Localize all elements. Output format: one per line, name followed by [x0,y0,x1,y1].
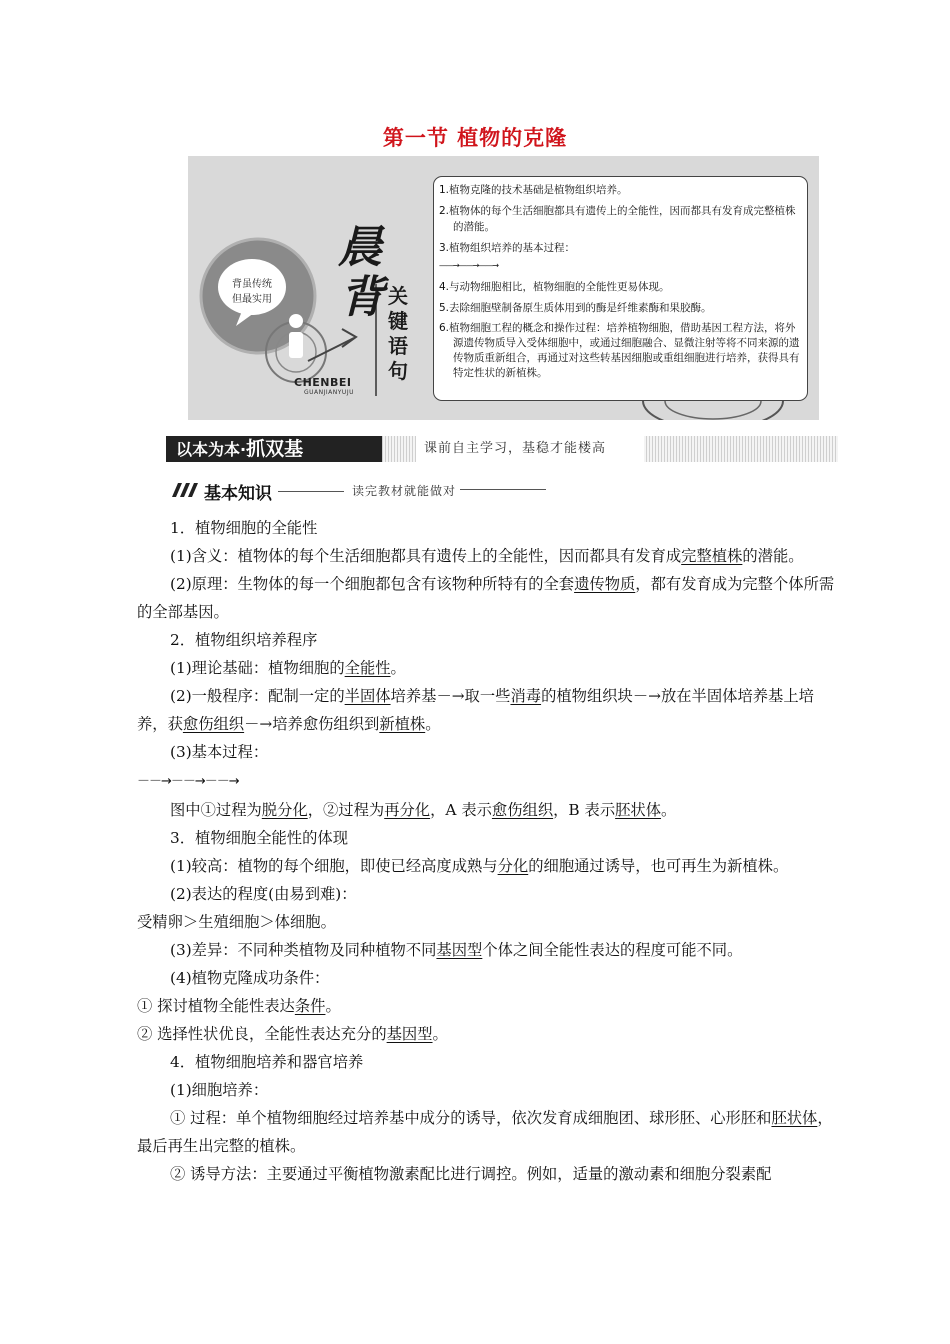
process-arrows: －－→－－→－－→ [137,774,239,789]
main-content [137,514,841,1188]
paragraph: (1)理论基础：植物细胞的全能性。 [170,659,406,677]
key-point-5: 5.去除细胞壁制备原生质体用到的酶是纤维素酶和果胶酶。 [439,302,712,314]
heading-3: 3．植物细胞全能性的体现 [170,829,348,847]
paragraph: 受精卵＞生殖细胞＞体细胞。 [137,913,336,931]
bubble-line-2: 但最实用 [232,294,272,305]
vertical-label: 关键语句 [388,284,408,383]
key-points-box [433,176,808,401]
divider-line [278,491,344,492]
paragraph: (2)一般程序：配制一定的半固体培养基－→取一些消毒的植物组织块－→放在半固体培养基上培养，获愈伤组织－→培养愈伤组织到新植株。 [137,687,814,733]
key-sentences-banner [188,156,819,420]
heading-2: 2．植物组织培养程序 [170,631,318,649]
bar-subtitle: 课前自主学习，基稳才能楼高 [416,436,644,462]
slogan-bubble [222,270,282,325]
key-point-2: 2.植物体的每个生活细胞都具有遗传上的全能性，因而都具有发育成完整植株的潜能。 [439,205,796,233]
paragraph: 图中①过程为脱分化，②过程为再分化，A 表示愈伤组织，B 表示胚状体。 [170,801,677,819]
paragraph: ① 探讨植物全能性表达条件。 [137,997,341,1015]
paragraph: (1)细胞培养： [170,1081,269,1099]
logo-pinyin: GUANJIANYUJU [304,389,354,396]
paragraph: ② 诱导方法：主要通过平衡植物激素配比进行调控。例如，适量的激动素和细胞分裂素配 [170,1165,772,1183]
key-point-3: 3.植物组织培养的基本过程： [439,242,576,254]
paragraph: (1)较高：植物的每个细胞，即使已经高度成熟与分化的细胞通过诱导，也可再生为新植株。 [170,857,789,875]
paragraph: ② 选择性状优良，全能性表达充分的基因型。 [137,1025,448,1043]
bubble-line-1: 背虽传统 [232,279,272,290]
paragraph: (2)表达的程度(由易到难)： [170,885,357,903]
key-point-6: 6.植物细胞工程的概念和操作过程：培养植物细胞，借助基因工程方法，将外源遗传物质导入受体细胞中，或通过细胞融合、显微注射等将不同来源的遗传物质重新组合，再通过对这些转基因细胞或重组细胞进行培养，获得具有特定性状的新植株。 [439,322,800,379]
paragraph: ① 过程：单个植物细胞经过培养基中成分的诱导，依次发育成细胞团、球形胚、心形胚和胚状体，最后再生出完整的植株。 [137,1109,833,1155]
section-bar [166,436,838,462]
key-point-1: 1.植物克隆的技术基础是植物组织培养。 [439,184,628,196]
big-char-bei: 背 [340,272,384,323]
key-point-3-flow: ——→——→——→ [439,261,499,270]
paragraph: (3)基本过程： [170,743,269,761]
paragraph: (2)原理：生物体的每一个细胞都包含有该物种所特有的全套遗传物质，都有发育成为完整个体所需的全部基因。 [137,575,835,621]
section-tagline: 读完教材就能做对 [352,484,457,498]
page-title: 第一节 植物的克隆 [382,126,568,150]
stripes-icon [170,481,200,499]
logo-text: CHENBEI [294,376,352,389]
divider-line [460,489,546,490]
heading-1: 1．植物细胞的全能性 [170,519,318,537]
paragraph: (3)差异：不同种类植物及同种植物不同基因型个体之间全能性表达的程度可能不同。 [170,941,743,959]
big-char-chen: 晨 [338,222,382,273]
heading-4: 4．植物细胞培养和器官培养 [170,1053,364,1071]
key-point-4: 4.与动物细胞相比，植物细胞的全能性更易体现。 [439,281,670,293]
paragraph: (1)含义：植物体的每个生活细胞都具有遗传上的全能性，因而都具有发育成完整植株的潜能。 [170,547,804,565]
section-heading: 基本知识 [204,484,272,504]
paragraph: (4)植物克隆成功条件： [170,969,330,987]
basic-knowledge-heading [170,479,550,503]
bar-title: 以本为本·抓双基 [166,436,382,462]
